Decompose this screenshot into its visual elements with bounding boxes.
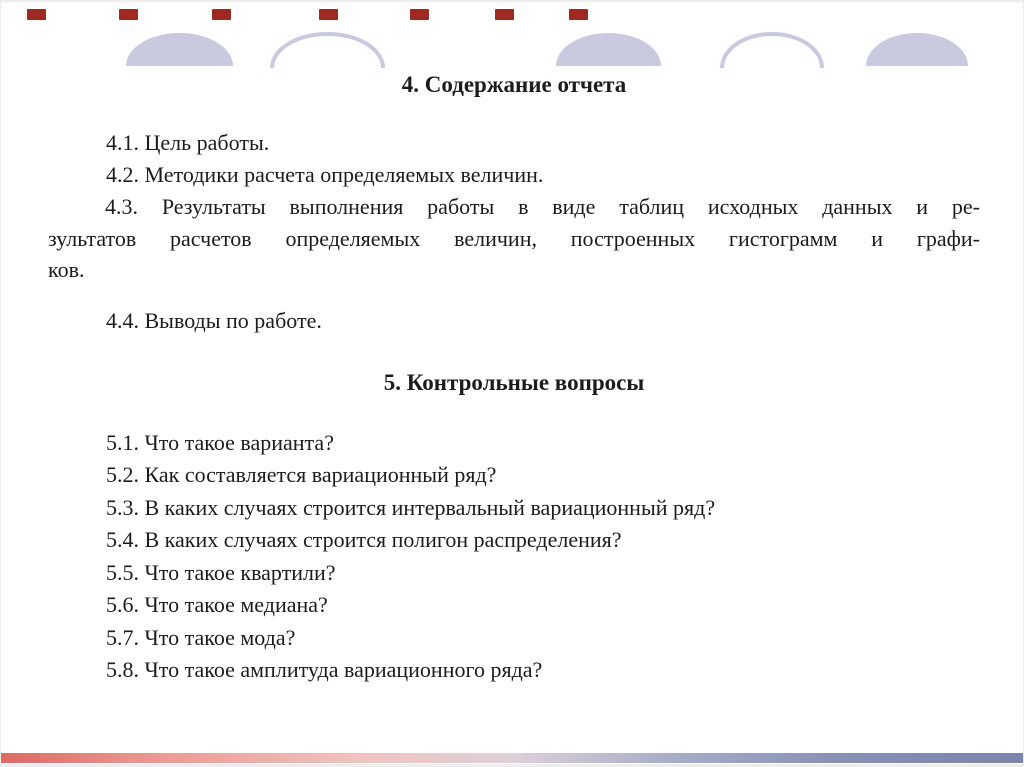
- item-4-2: 4.2. Методики расчета определяемых величин.: [106, 162, 544, 187]
- slide-nav-square[interactable]: [319, 9, 338, 20]
- slide-nav-square[interactable]: [495, 9, 514, 20]
- item-4-3-line2: зультатов расчетов определяемых величин, построенных гистограмм и графи-: [48, 226, 980, 251]
- item-4-4: 4.4. Выводы по работе.: [106, 308, 322, 333]
- top-edge-line: [1, 1, 1023, 3]
- bottom-edge-line: [1, 764, 1023, 766]
- slide-nav-square[interactable]: [212, 9, 231, 20]
- decor-arc-icon: [719, 31, 825, 70]
- question-5-1: 5.1. Что такое варианта?: [106, 430, 334, 455]
- section4-heading: 4. Содержание отчета: [401, 72, 627, 97]
- slide-nav-square[interactable]: [569, 9, 588, 20]
- decor-dome-icon: [556, 33, 661, 66]
- decor-dome-icon: [126, 33, 233, 66]
- slide-nav-square[interactable]: [27, 9, 46, 20]
- question-5-3: 5.3. В каких случаях строится интервальный вариационный ряд?: [106, 495, 716, 520]
- question-5-8: 5.8. Что такое амплитуда вариационного ряда?: [106, 657, 543, 682]
- question-5-5: 5.5. Что такое квартили?: [106, 560, 336, 585]
- decor-dome-icon: [866, 33, 968, 66]
- slide-nav-square[interactable]: [410, 9, 429, 20]
- question-5-4: 5.4. В каких случаях строится полигон распределения?: [106, 527, 622, 552]
- question-5-6: 5.6. Что такое медиана?: [106, 592, 328, 617]
- item-4-3-line3: ков.: [48, 257, 85, 282]
- question-5-2: 5.2. Как составляется вариационный ряд?: [106, 462, 497, 487]
- question-5-7: 5.7. Что такое мода?: [106, 625, 296, 650]
- footer-gradient-bar: [1, 753, 1023, 763]
- section5-heading: 5. Контрольные вопросы: [383, 370, 645, 395]
- decor-arc-icon: [269, 31, 386, 70]
- item-4-3-line1: 4.3. Результаты выполнения работы в виде таблиц исходных данных и ре-: [105, 194, 980, 219]
- item-4-1: 4.1. Цель работы.: [106, 130, 270, 155]
- slide-nav-square[interactable]: [119, 9, 138, 20]
